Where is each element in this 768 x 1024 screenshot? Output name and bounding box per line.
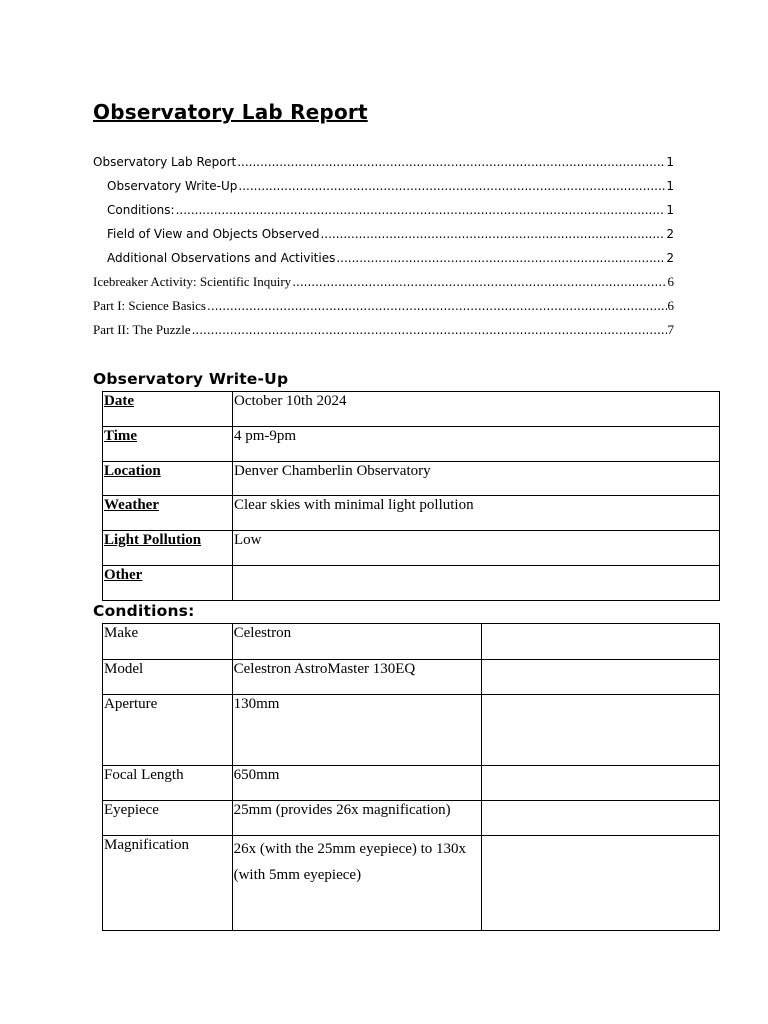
toc-entry[interactable] bbox=[93, 150, 674, 174]
toc-entry-page: 6 bbox=[667, 274, 674, 289]
toc-entry-page: 6 bbox=[667, 298, 674, 313]
toc-leader-dots bbox=[336, 246, 665, 270]
toc-leader-dots bbox=[238, 174, 665, 198]
toc-entry[interactable] bbox=[93, 198, 674, 222]
conditions-label-cell: Aperture bbox=[103, 695, 233, 766]
toc-entry-page: 7 bbox=[667, 322, 674, 337]
table-row bbox=[103, 565, 720, 600]
toc-leader-dots bbox=[320, 222, 665, 246]
toc-entry-label: Icebreaker Activity: Scientific Inquiry bbox=[93, 274, 292, 289]
table-row bbox=[103, 801, 720, 836]
table-row bbox=[103, 392, 720, 427]
writeup-label-cell: Light Pollution bbox=[103, 531, 233, 566]
conditions-label-cell: Make bbox=[103, 624, 233, 660]
toc-entry-label: Part II: The Puzzle bbox=[93, 322, 191, 337]
conditions-value-cell[interactable]: 25mm (provides 26x magnification) bbox=[232, 801, 482, 836]
conditions-label-cell: Magnification bbox=[103, 836, 233, 931]
writeup-value-cell[interactable] bbox=[233, 565, 720, 600]
toc-entry-page: 1 bbox=[666, 203, 674, 217]
conditions-label-cell: Model bbox=[103, 660, 233, 695]
writeup-heading: Observatory Write-Up bbox=[93, 370, 289, 388]
toc-entry-label: Part I: Science Basics bbox=[93, 298, 206, 313]
writeup-label-cell: Other bbox=[103, 565, 233, 600]
toc-entry[interactable] bbox=[93, 294, 674, 318]
table-row bbox=[103, 624, 720, 660]
table-row bbox=[103, 836, 720, 931]
conditions-value-cell[interactable]: 650mm bbox=[232, 766, 482, 801]
writeup-value-cell[interactable]: Low bbox=[233, 531, 720, 566]
conditions-value-cell[interactable]: Celestron AstroMaster 130EQ bbox=[232, 660, 482, 695]
conditions-extra-cell[interactable] bbox=[482, 836, 720, 931]
writeup-value-cell[interactable]: October 10th 2024 bbox=[233, 392, 720, 427]
table-row bbox=[103, 461, 720, 496]
writeup-label-cell: Date bbox=[103, 392, 233, 427]
table-row bbox=[103, 695, 720, 766]
conditions-extra-cell[interactable] bbox=[482, 660, 720, 695]
table-row bbox=[103, 531, 720, 566]
writeup-label-cell: Weather bbox=[103, 496, 233, 531]
toc-entry[interactable] bbox=[93, 222, 674, 246]
toc-leader-dots bbox=[176, 198, 666, 222]
table-row bbox=[103, 766, 720, 801]
conditions-table bbox=[102, 623, 720, 931]
toc-entry-label: Observatory Lab Report bbox=[93, 155, 237, 169]
conditions-extra-cell[interactable] bbox=[482, 624, 720, 660]
toc-entry-page: 1 bbox=[666, 155, 674, 169]
toc-entry-page: 2 bbox=[666, 251, 674, 265]
conditions-value-cell[interactable]: 26x (with the 25mm eyepiece) to 130x (with 5mm eyepiece) bbox=[232, 836, 482, 931]
toc-leader-dots bbox=[192, 318, 667, 342]
toc-entry[interactable] bbox=[93, 270, 674, 294]
conditions-value-cell[interactable]: Celestron bbox=[232, 624, 482, 660]
table-row bbox=[103, 426, 720, 461]
conditions-label-cell: Focal Length bbox=[103, 766, 233, 801]
toc-leader-dots bbox=[292, 270, 666, 294]
toc-entry-label: Conditions: bbox=[107, 203, 175, 217]
table-row bbox=[103, 496, 720, 531]
table-of-contents bbox=[93, 150, 674, 342]
conditions-heading: Conditions: bbox=[93, 602, 195, 620]
toc-entry-label: Field of View and Objects Observed bbox=[107, 227, 320, 241]
toc-entry[interactable] bbox=[93, 174, 674, 198]
toc-entry-label: Observatory Write-Up bbox=[107, 179, 238, 193]
toc-entry[interactable] bbox=[93, 246, 674, 270]
toc-entry[interactable] bbox=[93, 318, 674, 342]
conditions-value-cell[interactable]: 130mm bbox=[232, 695, 482, 766]
toc-leader-dots bbox=[237, 150, 665, 174]
conditions-label-cell: Eyepiece bbox=[103, 801, 233, 836]
table-row bbox=[103, 660, 720, 695]
toc-entry-page: 2 bbox=[666, 227, 674, 241]
conditions-extra-cell[interactable] bbox=[482, 801, 720, 836]
writeup-value-cell[interactable]: Denver Chamberlin Observatory bbox=[233, 461, 720, 496]
conditions-extra-cell[interactable] bbox=[482, 766, 720, 801]
toc-entry-label: Additional Observations and Activities bbox=[107, 251, 336, 265]
writeup-value-cell[interactable]: 4 pm-9pm bbox=[233, 426, 720, 461]
toc-entry-page: 1 bbox=[666, 179, 674, 193]
writeup-label-cell: Location bbox=[103, 461, 233, 496]
document-title: Observatory Lab Report bbox=[93, 100, 368, 124]
writeup-value-cell[interactable]: Clear skies with minimal light pollution bbox=[233, 496, 720, 531]
conditions-extra-cell[interactable] bbox=[482, 695, 720, 766]
toc-leader-dots bbox=[207, 294, 667, 318]
writeup-label-cell: Time bbox=[103, 426, 233, 461]
writeup-table bbox=[102, 391, 720, 601]
